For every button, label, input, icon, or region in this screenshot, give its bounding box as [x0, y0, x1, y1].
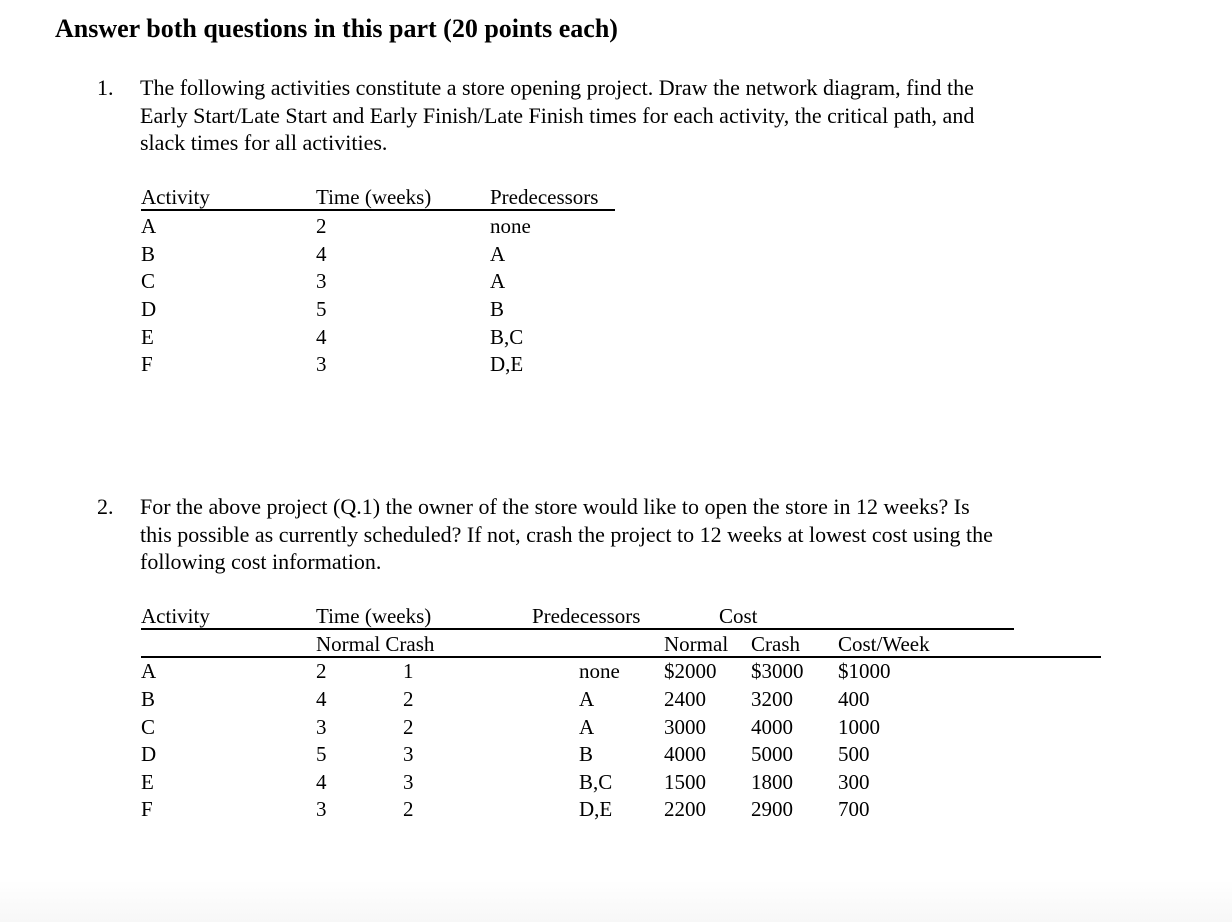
t2-cell-crash: 2 — [403, 715, 414, 739]
question-2-line: For the above project (Q.1) the owner of the store would like to open the store in 12 weeks? Is — [140, 494, 970, 519]
t1-cell-pred: none — [490, 214, 531, 238]
t1-cell-activity: D — [141, 297, 157, 321]
t2-cell-cost-crash: 3200 — [751, 687, 793, 711]
t2-cell-activity: A — [141, 659, 157, 683]
t1-cell-activity: F — [141, 352, 153, 376]
t2-cell-cost-crash: 4000 — [751, 715, 793, 739]
t2-cell-cost-week: 300 — [838, 770, 870, 794]
t2-cell-cost-crash: 5000 — [751, 742, 793, 766]
t1-cell-time: 2 — [316, 214, 327, 238]
t2-cell-cost-week: 700 — [838, 797, 870, 821]
question-2-line: following cost information. — [140, 549, 382, 574]
t2-cell-cost-crash: $3000 — [751, 659, 804, 683]
question-2-text — [140, 493, 1140, 576]
t2-cell-normal: 3 — [316, 715, 327, 739]
t2-header-rule-bottom — [141, 656, 1101, 658]
t2-cell-crash: 2 — [403, 797, 414, 821]
t1-cell-pred: B,C — [490, 325, 524, 349]
t2-cell-activity: C — [141, 715, 156, 739]
t1-cell-time: 3 — [316, 269, 327, 293]
t2-cell-cost-crash: 2900 — [751, 797, 793, 821]
t1-cell-activity: C — [141, 269, 156, 293]
t1-cell-pred: D,E — [490, 352, 524, 376]
t1-cell-pred: A — [490, 242, 506, 266]
t2-cell-pred: none — [579, 659, 620, 683]
t2-cell-activity: E — [141, 770, 154, 794]
t2-cell-normal: 2 — [316, 659, 327, 683]
t1-cell-time: 5 — [316, 297, 327, 321]
page-bottom-shade — [0, 880, 1232, 922]
t2-cell-cost-normal: $2000 — [664, 659, 717, 683]
t1-header-activity: Activity — [141, 185, 210, 209]
t2-cell-normal: 4 — [316, 770, 327, 794]
page-heading: Answer both questions in this part (20 points each) — [55, 14, 618, 43]
t1-cell-activity: B — [141, 242, 156, 266]
t2-cell-activity: B — [141, 687, 156, 711]
t2-cell-crash: 3 — [403, 742, 414, 766]
t1-cell-time: 4 — [316, 242, 327, 266]
t1-cell-activity: E — [141, 325, 154, 349]
t2-cell-pred: B — [579, 742, 594, 766]
t2-header-cost-week: Cost/Week — [838, 632, 930, 656]
t2-cell-cost-normal: 3000 — [664, 715, 706, 739]
t2-header-predecessors: Predecessors — [532, 604, 641, 628]
question-1-line: Early Start/Late Start and Early Finish/Late Finish times for each activity, the critical path, and — [140, 102, 975, 128]
t1-cell-time: 3 — [316, 352, 327, 376]
t2-cell-cost-week: 400 — [838, 687, 870, 711]
t2-cell-cost-normal: 1500 — [664, 770, 706, 794]
t2-cell-normal: 5 — [316, 742, 327, 766]
t2-header-activity: Activity — [141, 604, 210, 628]
question-1-line: slack times for all activities. — [140, 130, 388, 155]
t2-cell-activity: D — [141, 742, 157, 766]
t2-cell-normal: 4 — [316, 687, 327, 711]
t2-cell-activity: F — [141, 797, 153, 821]
t2-cell-cost-normal: 2200 — [664, 797, 706, 821]
t1-cell-activity: A — [141, 214, 157, 238]
t2-cell-cost-week: 1000 — [838, 715, 880, 739]
t1-cell-pred: B — [490, 297, 505, 321]
t2-cell-cost-crash: 1800 — [751, 770, 793, 794]
question-1-number: 1. — [97, 75, 114, 100]
t2-cell-normal: 3 — [316, 797, 327, 821]
t2-cell-cost-normal: 4000 — [664, 742, 706, 766]
t2-cell-pred: D,E — [579, 797, 613, 821]
t2-cell-crash: 3 — [403, 770, 414, 794]
t2-header-time-sub: Normal Crash — [316, 632, 435, 656]
t2-header-rule-top — [141, 628, 1014, 630]
t2-cell-cost-normal: 2400 — [664, 687, 706, 711]
t2-header-cost: Cost — [719, 604, 758, 628]
t2-cell-pred: B,C — [579, 770, 613, 794]
question-1-line: The following activities constitute a store opening project. Draw the network diagram, find the — [140, 75, 974, 100]
t1-cell-pred: A — [490, 269, 506, 293]
t2-cell-crash: 2 — [403, 687, 414, 711]
t2-cell-pred: A — [579, 715, 595, 739]
t2-header-time: Time (weeks) — [316, 604, 432, 628]
question-1-text — [140, 74, 1140, 157]
t1-header-predecessors: Predecessors — [490, 185, 599, 209]
t1-cell-time: 4 — [316, 325, 327, 349]
t2-header-cost-crash: Crash — [751, 632, 800, 656]
question-2-line: this possible as currently scheduled? If not, crash the project to 12 weeks at lowest cost using the — [140, 521, 993, 547]
t2-cell-pred: A — [579, 687, 595, 711]
t2-cell-cost-week: $1000 — [838, 659, 891, 683]
t2-header-cost-normal: Normal — [664, 632, 729, 656]
question-2-number: 2. — [97, 494, 114, 519]
t2-cell-crash: 1 — [403, 659, 414, 683]
t1-header-rule — [141, 209, 615, 211]
t2-cell-cost-week: 500 — [838, 742, 870, 766]
t1-header-time: Time (weeks) — [316, 185, 432, 209]
